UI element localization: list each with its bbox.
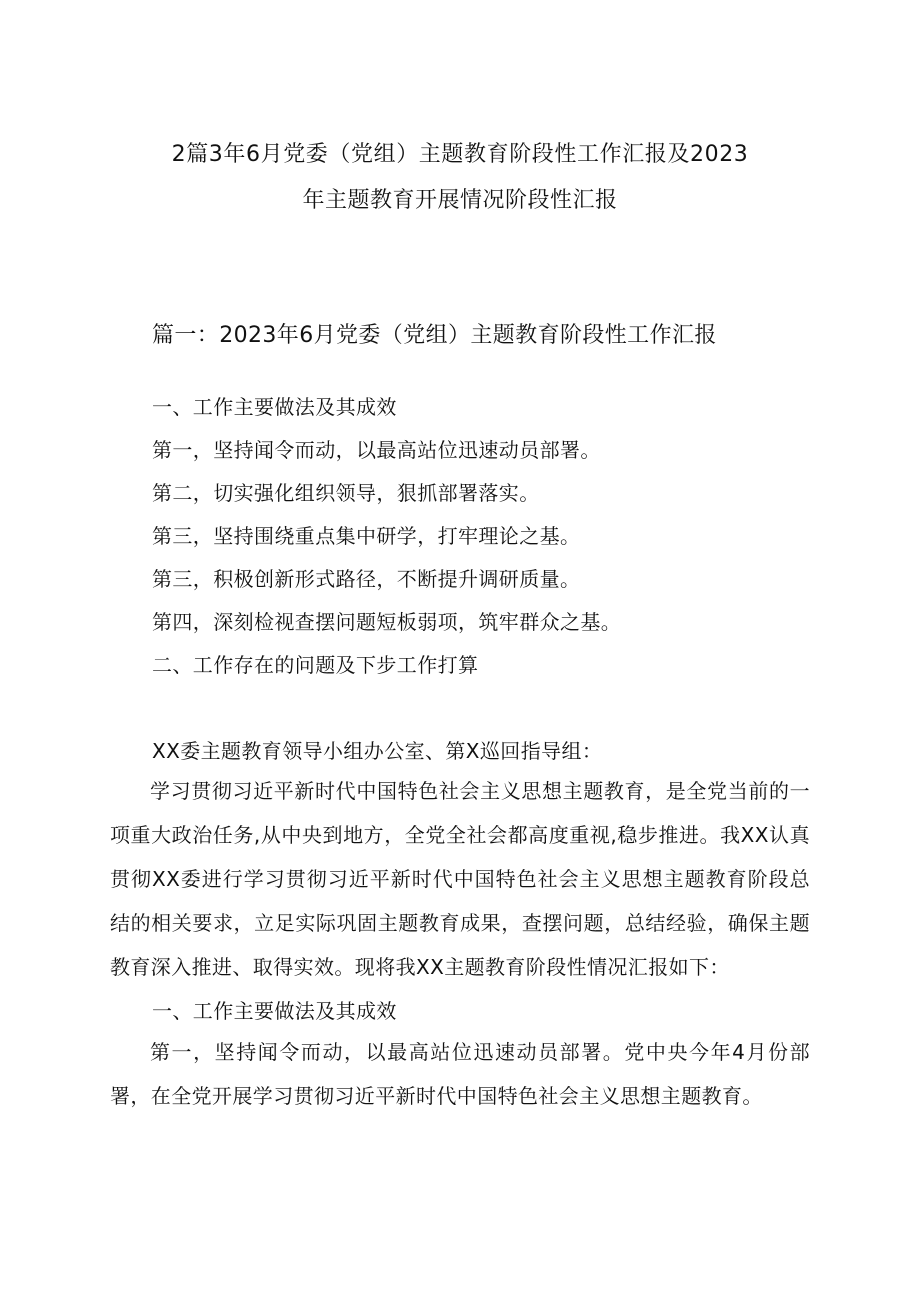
body-paragraph-first-point: 第一，坚持闻令而动，以最高站位迅速动员部署。党中央今年4月份部署，在全党开展学习贯彻习近平新时代中国特色社会主义思想主题教育。 [110,1040,810,1108]
document-title-line-1: 2篇3年6月党委（党组）主题教育阶段性工作汇报及2023 [171,142,749,167]
outline-item: 第四，深刻检视查摆问题短板弱项，筑牢群众之基。 [152,610,622,634]
outline-item: 第三，积极创新形式路径，不断提升调研质量。 [152,567,581,591]
outline-item: 第二，切实强化组织领导，狠抓部署落实。 [152,481,540,505]
document-title-line-2: 年主题教育开展情况阶段性汇报 [302,188,618,213]
outline-item: 第一，坚持闻令而动，以最高站位迅速动员部署。 [152,438,601,462]
section-heading: 一、工作主要做法及其成效 [152,999,397,1023]
section-title: 篇一：2023年6月党委（党组）主题教育阶段性工作汇报 [152,323,717,348]
body-paragraph-intro: 学习贯彻习近平新时代中国特色社会主义思想主题教育，是全党当前的一项重大政治任务,从中央到地方，全党全社会都高度重视,稳步推进。我XX认真贯彻XX委进行学习贯彻习近平新时代中国特色社会主义思想主题教育阶段总结的相关要求，立足实际巩固主题教育成果，查摆问题，总结经验，确保主题教育深入推进、取得实效。现将我XX主题教育阶段性情况汇报如下： [110,779,810,979]
salutation: XX委主题教育领导小组办公室、第X巡回指导组： [152,739,603,763]
outline-item: 第三，坚持围绕重点集中研学，打牢理论之基。 [152,524,581,548]
outline-item: 二、工作存在的问题及下步工作打算 [152,653,479,677]
outline-item: 一、工作主要做法及其成效 [152,395,397,419]
